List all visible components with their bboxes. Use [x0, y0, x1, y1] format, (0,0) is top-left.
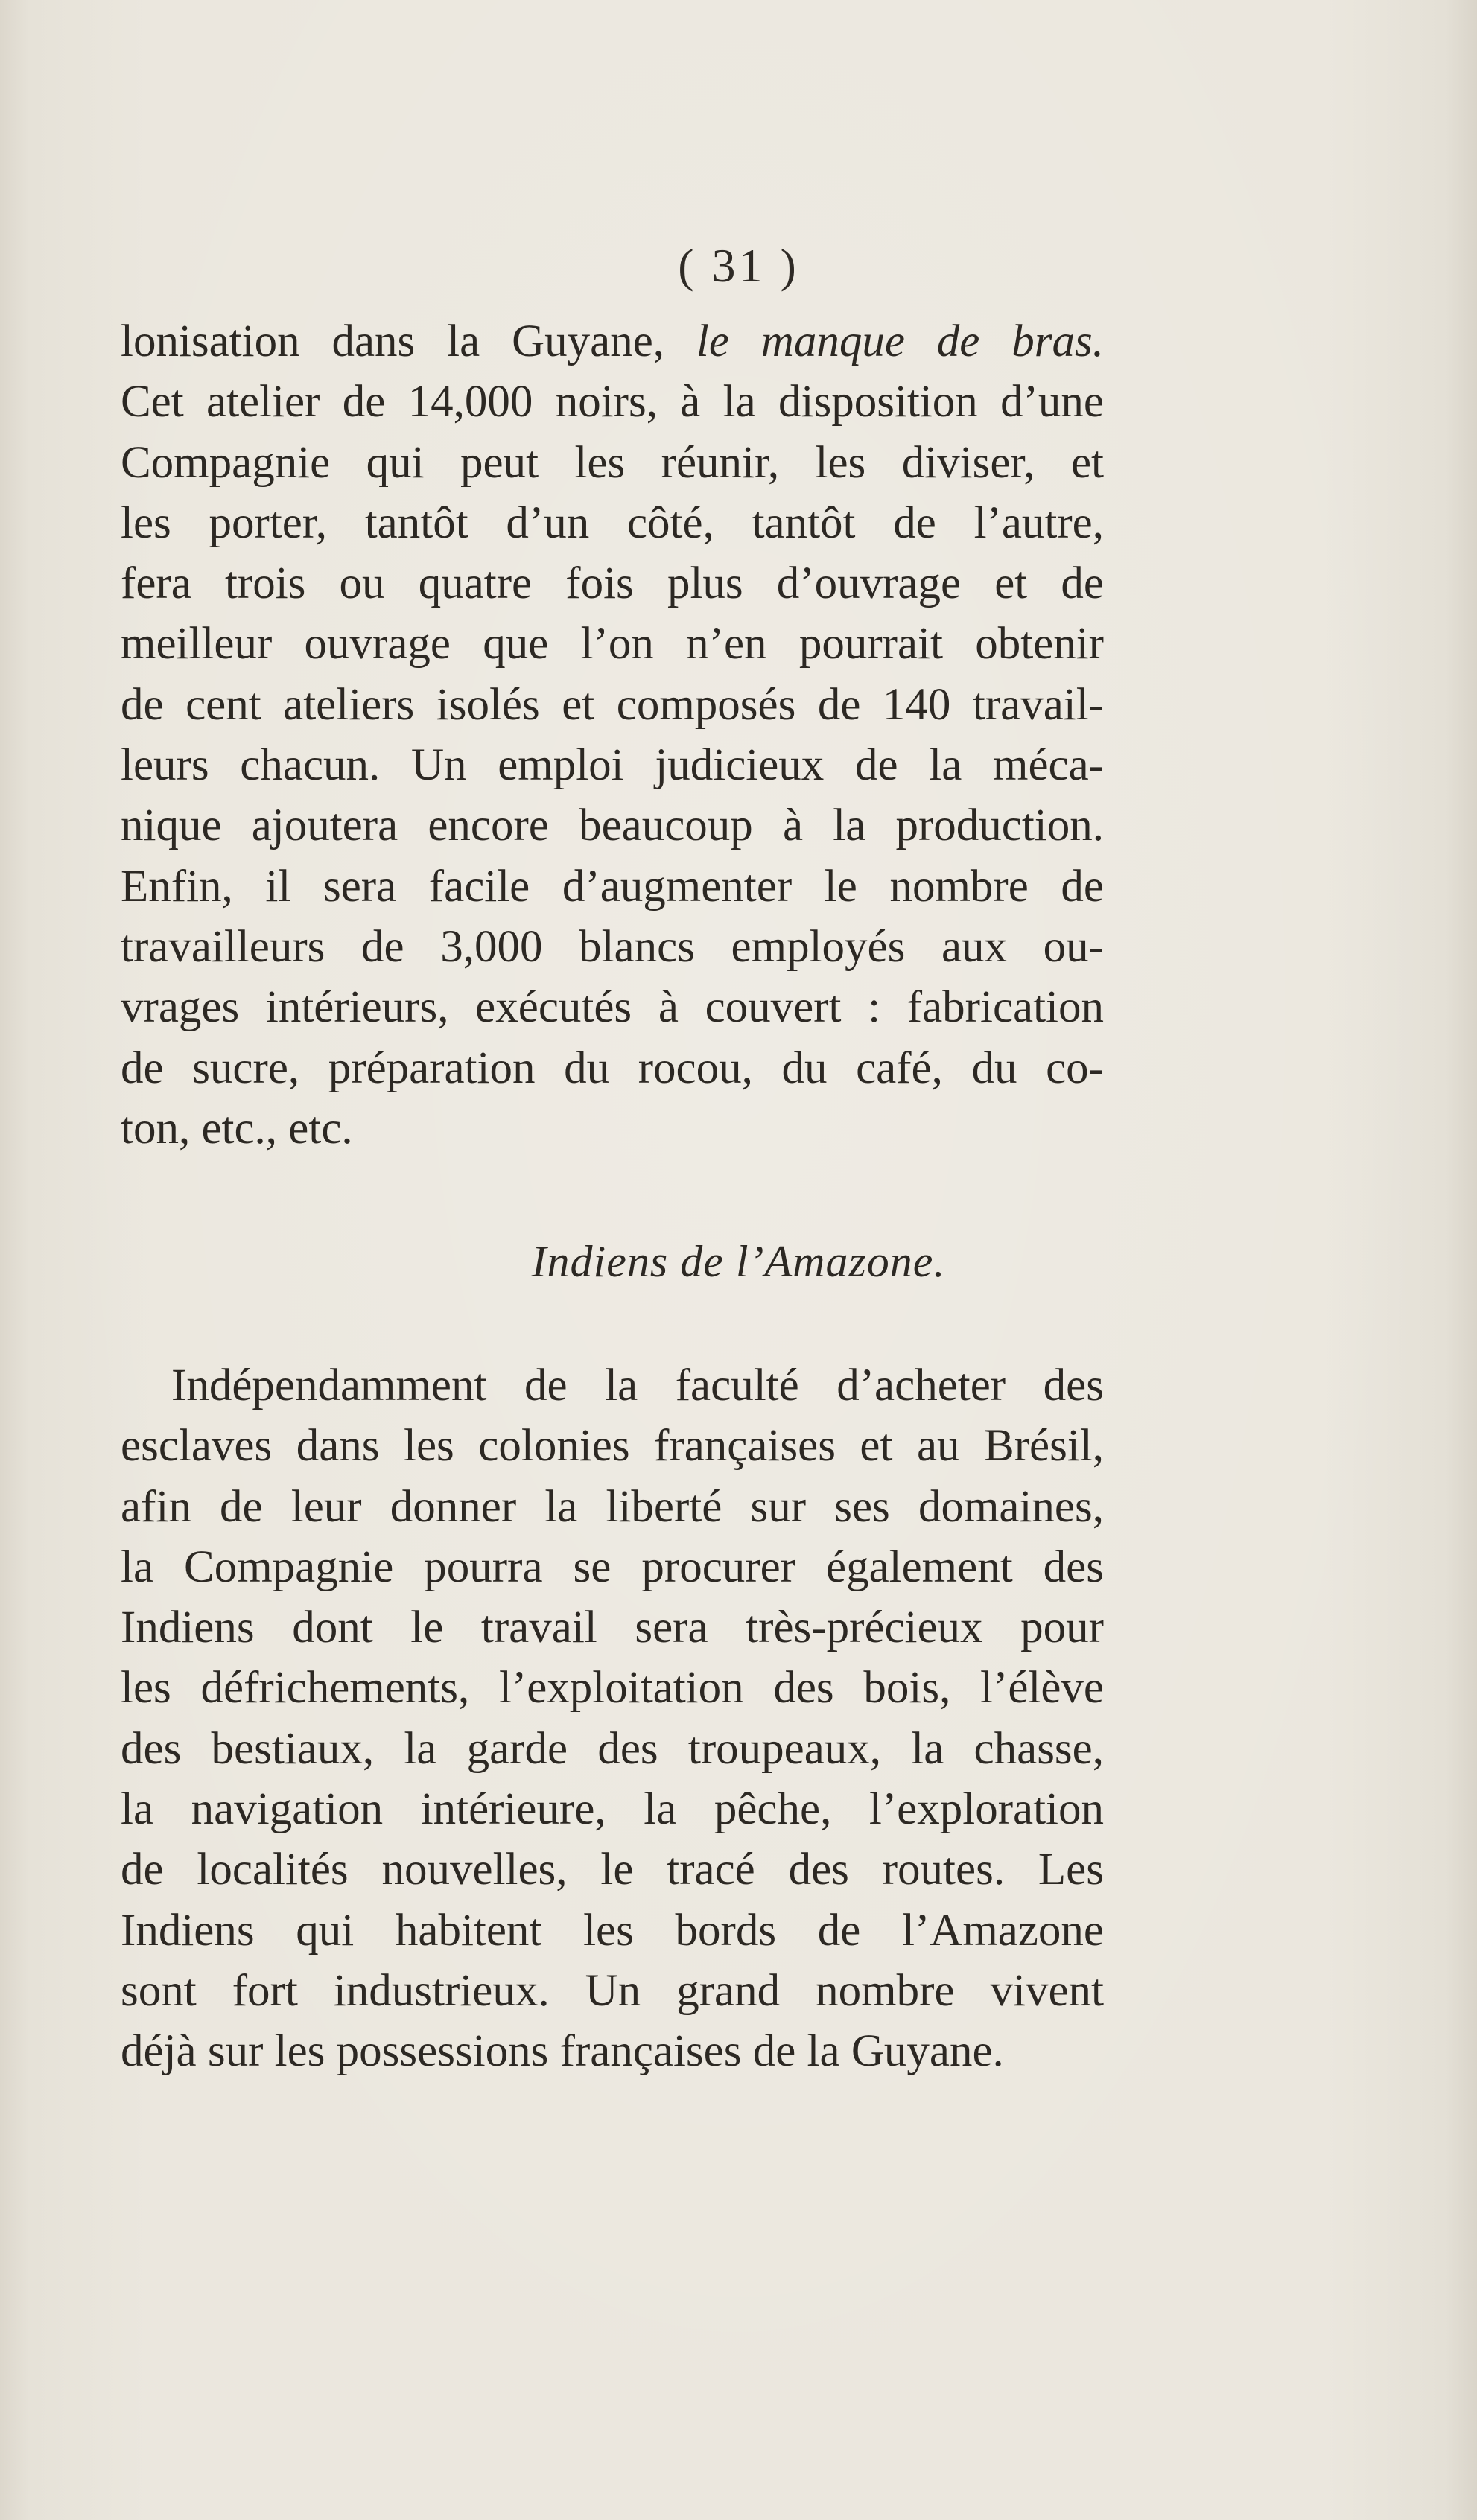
text-line: la Compagnie pourra se procurer également des [121, 1541, 1104, 1592]
text-line: Cet atelier de 14,000 noirs, à la disposition d’une [121, 377, 1104, 427]
text-line: les porter, tantôt d’un côté, tantôt de l’autre, [121, 497, 1104, 548]
text-line: de localités nouvelles, le tracé des routes. Les [121, 1845, 1104, 1895]
text-line: Indiens dont le travail sera très-précieux pour [121, 1603, 1104, 1653]
text-line: ton, etc., etc. [121, 1103, 353, 1154]
text-line: meilleur ouvrage que l’on n’en pourrait obtenir [121, 619, 1104, 669]
text-line: les défrichements, l’exploitation des bois, l’élève [121, 1663, 1104, 1714]
paragraph-2 [121, 1355, 1104, 2082]
text-line: Compagnie qui peut les réunir, les diviser, et [121, 437, 1104, 488]
text-line: déjà sur les possessions françaises de la Guyane. [121, 2026, 1004, 2077]
text-line: des bestiaux, la garde des troupeaux, la chasse, [121, 1723, 1104, 1774]
text-line: vrages intérieurs, exécutés à couvert : fabrication [121, 982, 1104, 1033]
text-line: nique ajoutera encore beaucoup à la production. [121, 801, 1104, 851]
paragraph-1 [121, 311, 1104, 1159]
text-line: de cent ateliers isolés et composés de 140 travail- [121, 679, 1104, 730]
section-heading: Indiens de l’Amazone. [531, 1237, 946, 1286]
italic-phrase: le manque de bras. [696, 316, 1104, 366]
line-text: lonisation dans la Guyane, [121, 316, 696, 366]
text-line: Enfin, il sera facile d’augmenter le nombre de [121, 861, 1104, 911]
text-line: travailleurs de 3,000 blancs employés aux ou- [121, 921, 1104, 972]
text-line: leurs chacun. Un emploi judicieux de la méca- [121, 740, 1104, 791]
text-line: fera trois ou quatre fois plus d’ouvrage et de [121, 559, 1104, 609]
text-line [121, 311, 1104, 372]
text-line: Indépendamment de la faculté d’acheter des [171, 1361, 1104, 1410]
text-line: Indiens qui habitent les bords de l’Amazone [121, 1905, 1104, 1956]
page-number: ( 31 ) [678, 239, 799, 292]
text-line: de sucre, préparation du rocou, du café, du co- [121, 1043, 1104, 1093]
text-line: esclaves dans les colonies françaises et au Brésil, [121, 1421, 1104, 1471]
text-line: sont fort industrieux. Un grand nombre vivent [121, 1965, 1104, 2016]
text-line: afin de leur donner la liberté sur ses domaines, [121, 1481, 1104, 1532]
text-line: la navigation intérieure, la pêche, l’exploration [121, 1784, 1104, 1835]
